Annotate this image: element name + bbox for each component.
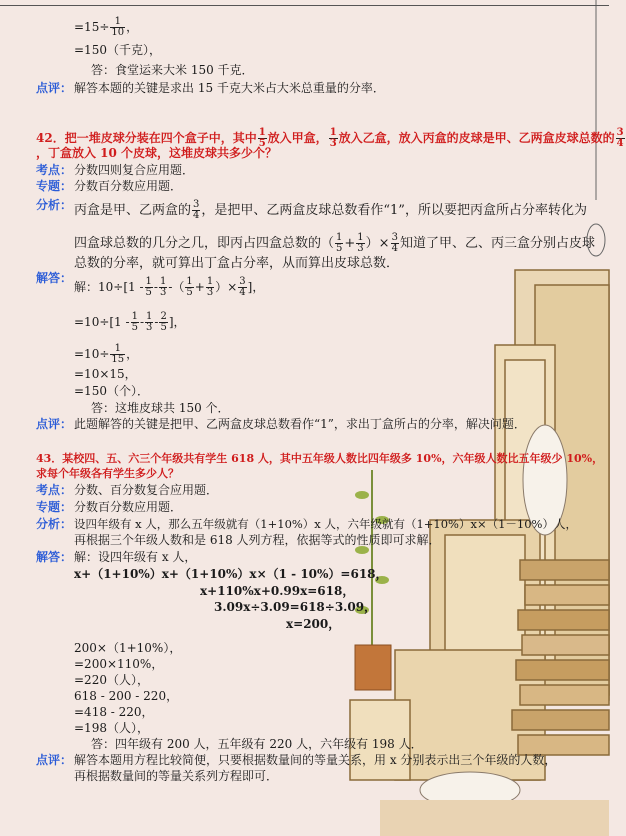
fraction: $\frac{1}{5}$: [131, 311, 138, 333]
analysis-line: 丙盒是甲、乙两盒的 $\frac{3}{4}$ ，是把甲、乙两盒皮球总数看作“1”，所以要把丙盒所占分率转化为: [74, 199, 587, 221]
floor-strip: [380, 800, 609, 836]
fenxi-label: 分析：: [36, 198, 73, 212]
solution-line: =10÷[1 - $\frac{1}{5}$ - $\frac{1}{3}$ - $\frac{2}{5}$ ]，: [74, 311, 186, 333]
fraction: $\frac{1}{15}$: [111, 343, 125, 365]
zhuanti-text: 分数百分数应用题．: [74, 500, 183, 514]
question-43-cont: 求每个年级各有学生多少人？: [36, 467, 179, 480]
comment-label: 点评：: [36, 753, 73, 767]
solution-line: x+110%x+0.99x=618，: [200, 584, 355, 598]
solution-line: 618 - 200 - 220，: [74, 689, 179, 703]
fenxi-label: 分析：: [36, 517, 73, 531]
solution-line: =220（人），: [74, 673, 149, 687]
fraction: $\frac{1}{3}$: [206, 276, 214, 298]
jieda-label: 解答：: [36, 271, 73, 285]
solution-line: =418 - 220，: [74, 705, 154, 719]
zhuanti-text: 分数百分数应用题．: [74, 179, 183, 193]
solution-line: x+（1+10%）x+（1+10%）x×（1 - 10%）=618，: [74, 567, 388, 581]
kaodian-text: 分数四则复合应用题．: [74, 163, 195, 177]
question-43: 43．某校四、五、六三个年级共有学生 618 人，其中五年级人数比四年级多 10%，六年级人数比五年级少 10%，: [36, 452, 604, 465]
comment-text: 解答本题用方程比较简便，只要根据数量间的等量关系，用 x 分别表示出三个年级的人数，: [74, 753, 557, 767]
solution-line: x=200，: [286, 617, 341, 631]
fraction: $\frac{3}{4}$: [616, 127, 624, 149]
answer-line: 答：食堂运来大米 150 千克．: [91, 63, 254, 77]
fraction: $\frac{1}{3}$: [357, 232, 364, 254]
fraction: $\frac{3}{4}$: [391, 232, 398, 254]
comment-text: 解答本题的关键是求出 15 千克大米占大米总重量的分率．: [74, 81, 385, 95]
kaodian-label: 考点：: [36, 163, 73, 177]
fraction: $\frac{2}{5}$: [160, 311, 167, 333]
solution-line: =200×110%，: [74, 657, 164, 671]
analysis-line: 四盒球总数的几分之几，即丙占四盒总数的（ $\frac{1}{5}$ + $\frac{1}{3}$ ）× $\frac{3}{4}$ 知道了甲、乙、丙三盒分别占皮球: [74, 232, 595, 254]
comment-label: 点评：: [36, 417, 73, 431]
comment-label: 点评：: [36, 81, 73, 95]
solution-line: 3.09x÷3.09=618÷3.09，: [214, 600, 377, 614]
comment-text: 此题解答的关键是把甲、乙两盒皮球总数看作“1”，求出丁盒所占的分率，解决问题．: [74, 417, 526, 431]
fraction: $\frac{1}{3}$: [329, 127, 337, 149]
analysis-line: 再根据三个年级人数和是 618 人列方程，依据等式的性质即可求解．: [74, 533, 441, 547]
solution-line: =15÷ $\frac{1}{10}$ ，: [74, 16, 139, 38]
fraction: $\frac{1}{5}$: [186, 276, 193, 298]
fraction: $\frac{1}{10}$: [111, 16, 125, 38]
solution-line: =150（个）．: [74, 384, 149, 398]
fraction: $\frac{1}{5}$: [258, 127, 266, 149]
solution-line: 解：10÷[1 - $\frac{1}{5}$ - $\frac{1}{3}$ -（ $\frac{1}{5}$ + $\frac{1}{3}$ ）× $\frac{3}{4}$ ]，: [74, 276, 265, 298]
analysis-line: 设四年级有 x 人，那么五年级就有（1+10%）x 人，六年级就有（1+10%）x×（1－10%）人，: [74, 517, 577, 531]
zhuanti-label: 专题：: [36, 179, 73, 193]
kaodian-text: 分数、百分数复合应用题．: [74, 483, 219, 497]
fraction: $\frac{1}{5}$: [145, 276, 152, 298]
solution-line: =10×15，: [74, 367, 137, 381]
comment-text: 再根据数量间的等量关系列方程即可．: [74, 769, 279, 783]
fraction: $\frac{1}{3}$: [146, 311, 153, 333]
fraction: $\frac{3}{4}$: [239, 276, 246, 298]
fraction: $\frac{1}{5}$: [336, 232, 343, 254]
analysis-line: 总数的分率，就可算出丁盒占分率，从而算出皮球总数．: [74, 256, 400, 271]
solution-line: 解：设四年级有 x 人，: [74, 550, 197, 564]
top-rule: [0, 5, 609, 6]
fraction: $\frac{1}{3}$: [159, 276, 167, 298]
question-42-cont: ，丁盒放入 10 个皮球，这堆皮球共多少个？: [36, 146, 278, 160]
solution-line: =150（千克），: [74, 43, 161, 57]
answer-line: 答：这堆皮球共 150 个．: [91, 401, 230, 415]
answer-line: 答：四年级有 200 人，五年级有 220 人，六年级有 198 人．: [91, 737, 423, 751]
zhuanti-label: 专题：: [36, 500, 73, 514]
question-42: 42．把一堆皮球分装在四个盒子中，其中 $\frac{1}{5}$ 放入甲盒， $\frac{1}{3}$ 放入乙盒，放入丙盒的皮球是甲、乙两盒皮球总数的 $\frac{3}{4}$: [36, 127, 624, 149]
solution-line: 200×（1+10%），: [74, 641, 182, 655]
fraction: $\frac{3}{4}$: [193, 199, 200, 221]
solution-line: =10÷ $\frac{1}{15}$ ，: [74, 343, 139, 365]
solution-line: =198（人），: [74, 721, 149, 735]
jieda-label: 解答：: [36, 550, 73, 564]
kaodian-label: 考点：: [36, 483, 73, 497]
